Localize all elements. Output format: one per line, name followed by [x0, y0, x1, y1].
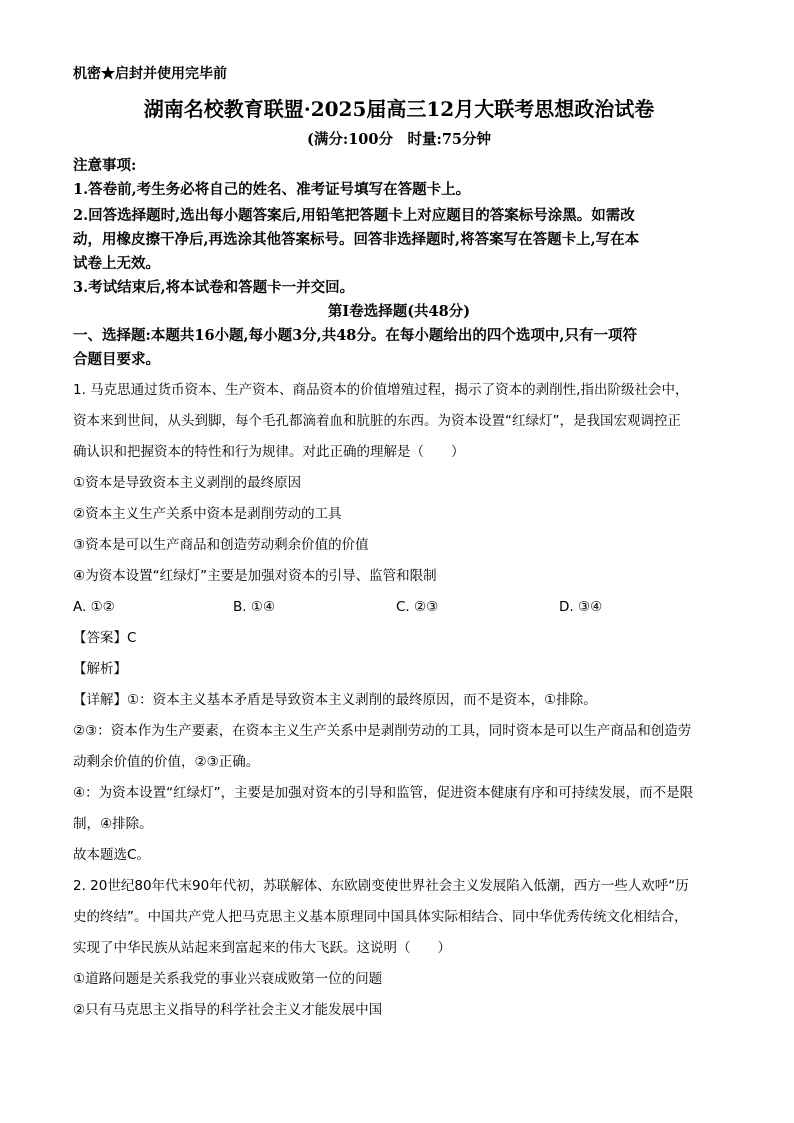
- q2-stem: 2. 20世纪80年代末90年代初，苏联解体、东欧剧变使世界社会主义发展陷入低潮，西方一些人欢呼“历: [73, 878, 689, 894]
- q1-option-d: D. ③④: [559, 599, 603, 615]
- q1-stem: 资本来到世间，从头到脚，每个毛孔都滴着血和肮脏的东西。为资本设置“红绿灯”，是我国宏观调控正: [73, 413, 681, 429]
- exam-subtitle: (满分:100分 时量:75分钟: [306, 131, 491, 148]
- q1-detail: 【详解】①：资本主义基本矛盾是导致资本主义剥削的最终原因，而不是资本，①排除。: [73, 692, 597, 708]
- q2-item: ①道路问题是关系我党的事业兴衰成败第一位的问题: [73, 971, 383, 987]
- q1-item: ②资本主义生产关系中资本是剥削劳动的工具: [73, 506, 342, 522]
- exam-title: 湖南名校教育联盟·2025届高三12月大联考思想政治试卷: [143, 97, 655, 121]
- answer-label: 【答案】: [73, 630, 127, 646]
- notes-line: 动，用橡皮擦干净后,再选涂其他答案标号。回答非选择题时,将答案写在答题卡上,写在本: [73, 231, 640, 248]
- q1-item: ①资本是导致资本主义剥削的最终原因: [73, 475, 302, 491]
- q1-answer: [73, 628, 136, 648]
- q1-option-b: B. ①④: [233, 599, 276, 615]
- q1-analysis-label: 【解析】: [73, 661, 127, 677]
- q1-item: ③资本是可以生产商品和创造劳动剩余价值的价值: [73, 537, 369, 553]
- q1-detail: ②③：资本作为生产要素，在资本主义生产关系中是剥削劳动的工具，同时资本是可以生产商品和创造劳: [73, 723, 692, 739]
- notes-line: 2.回答选择题时,选出每小题答案后,用铅笔把答题卡上对应题目的答案标号涂黑。如需改: [73, 207, 635, 224]
- notes-line: 3.考试结束后,将本试卷和答题卡一并交回。: [73, 279, 355, 296]
- q1-option-a: A. ①②: [73, 599, 115, 615]
- q2-stem: 实现了中华民族从站起来到富起来的伟大飞跃。这说明（ ）: [73, 940, 451, 956]
- notes-line: 1.答卷前,考生务必将自己的姓名、准考证号填写在答题卡上。: [73, 181, 471, 198]
- q2-item: ②只有马克思主义指导的科学社会主义才能发展中国: [73, 1002, 383, 1018]
- answer-value: C: [127, 630, 137, 646]
- notes-heading: 注意事项:: [73, 157, 137, 174]
- q2-stem: 史的终结”。中国共产党人把马克思主义基本原理同中国具体实际相结合、同中华优秀传统文化相结合，: [73, 909, 688, 925]
- q1-stem: 1. 马克思通过货币资本、生产资本、商品资本的价值增殖过程，揭示了资本的剥削性,指出阶级社会中，: [73, 382, 689, 398]
- section-instructions: 一、选择题:本题共16小题,每小题3分,共48分。在每小题给出的四个选项中,只有一项符: [73, 327, 637, 344]
- q1-stem: 确认识和把握资本的特性和行为规律。对此正确的理解是（ ）: [73, 444, 465, 460]
- q1-detail: 制，④排除。: [73, 816, 153, 832]
- section-title: 第Ⅰ卷选择题(共48分): [327, 303, 471, 320]
- q1-item: ④为资本设置“红绿灯”主要是加强对资本的引导、监管和限制: [73, 568, 437, 584]
- confidential-label: 机密★启封并使用完毕前: [73, 66, 227, 82]
- section-instructions: 合题目要求。: [73, 351, 160, 368]
- q1-detail: ④：为资本设置“红绿灯”，主要是加强对资本的引导和监管，促进资本健康有序和可持续发展，而不是限: [73, 785, 694, 801]
- q1-option-c: C. ②③: [396, 599, 439, 615]
- q1-detail: 动剩余价值的价值，②③正确。: [73, 754, 260, 770]
- notes-line: 试卷上无效。: [73, 255, 160, 272]
- q1-detail: 故本题选C。: [73, 847, 150, 863]
